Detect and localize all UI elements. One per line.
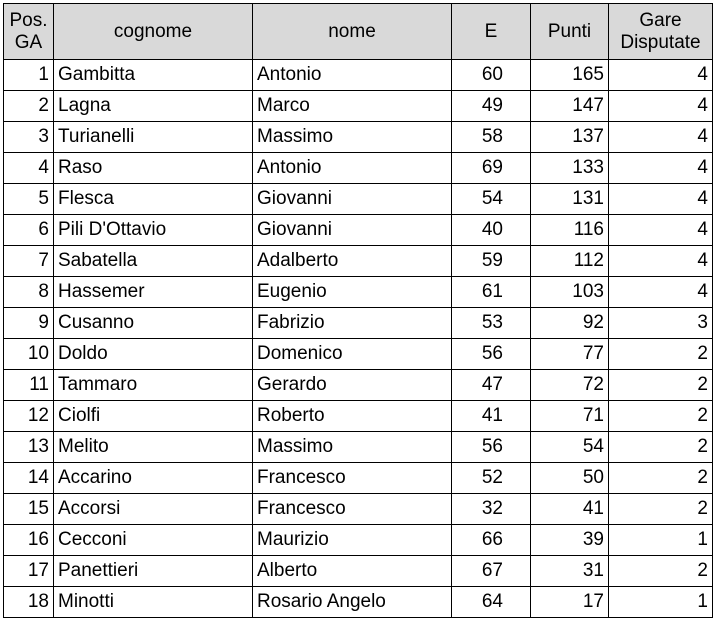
cell-gare[interactable]: 1 xyxy=(609,587,713,618)
cell-nome[interactable]: Adalberto xyxy=(253,246,452,277)
cell-gare[interactable]: 2 xyxy=(609,432,713,463)
cell-gare[interactable]: 3 xyxy=(609,308,713,339)
cell-punti[interactable]: 50 xyxy=(531,463,609,494)
cell-pos[interactable]: 17 xyxy=(4,556,54,587)
cell-nome[interactable]: Giovanni xyxy=(253,215,452,246)
table-row xyxy=(4,122,713,153)
table-row xyxy=(4,153,713,184)
cell-gare[interactable]: 4 xyxy=(609,277,713,308)
cell-e[interactable]: 53 xyxy=(452,308,531,339)
cell-e[interactable]: 60 xyxy=(452,60,531,91)
header-row xyxy=(4,4,713,60)
table-row xyxy=(4,91,713,122)
cell-gare[interactable]: 4 xyxy=(609,246,713,277)
table-row xyxy=(4,463,713,494)
cell-pos[interactable]: 18 xyxy=(4,587,54,618)
cell-pos[interactable]: 14 xyxy=(4,463,54,494)
cell-pos[interactable]: 2 xyxy=(4,91,54,122)
header-pos[interactable] xyxy=(4,4,54,60)
cell-gare[interactable]: 2 xyxy=(609,339,713,370)
cell-punti[interactable]: 17 xyxy=(531,587,609,618)
cell-cognome[interactable]: Tammaro xyxy=(54,370,253,401)
cell-gare[interactable]: 1 xyxy=(609,525,713,556)
cell-gare[interactable]: 2 xyxy=(609,370,713,401)
cell-pos[interactable]: 11 xyxy=(4,370,54,401)
header-e[interactable]: E xyxy=(452,4,531,60)
table-row xyxy=(4,494,713,525)
cell-e[interactable]: 64 xyxy=(452,587,531,618)
table-header xyxy=(4,4,713,60)
cell-punti[interactable]: 41 xyxy=(531,494,609,525)
cell-cognome[interactable]: Doldo xyxy=(54,339,253,370)
cell-pos[interactable]: 1 xyxy=(4,60,54,91)
cell-cognome[interactable]: Panettieri xyxy=(54,556,253,587)
header-pos-line2: GA xyxy=(14,31,43,53)
cell-cognome[interactable]: Lagna xyxy=(54,91,253,122)
cell-pos[interactable]: 4 xyxy=(4,153,54,184)
cell-pos[interactable]: 16 xyxy=(4,525,54,556)
cell-cognome[interactable]: Ciolfi xyxy=(54,401,253,432)
cell-e[interactable]: 32 xyxy=(452,494,531,525)
cell-cognome[interactable]: Melito xyxy=(54,432,253,463)
cell-e[interactable]: 69 xyxy=(452,153,531,184)
cell-nome[interactable]: Francesco xyxy=(253,463,452,494)
cell-punti[interactable]: 71 xyxy=(531,401,609,432)
header-gare-line1: Gare xyxy=(639,9,682,31)
cell-e[interactable]: 52 xyxy=(452,463,531,494)
cell-nome[interactable]: Antonio xyxy=(253,60,452,91)
cell-cognome[interactable]: Minotti xyxy=(54,587,253,618)
table-row xyxy=(4,401,713,432)
cell-punti[interactable]: 54 xyxy=(531,432,609,463)
cell-gare[interactable]: 4 xyxy=(609,122,713,153)
table-row xyxy=(4,308,713,339)
cell-pos[interactable]: 12 xyxy=(4,401,54,432)
cell-e[interactable]: 40 xyxy=(452,215,531,246)
cell-cognome[interactable]: Turianelli xyxy=(54,122,253,153)
cell-gare[interactable]: 4 xyxy=(609,215,713,246)
cell-gare[interactable]: 4 xyxy=(609,184,713,215)
header-cognome[interactable]: cognome xyxy=(54,4,253,60)
table-row xyxy=(4,370,713,401)
cell-nome[interactable]: Gerardo xyxy=(253,370,452,401)
cell-pos[interactable]: 10 xyxy=(4,339,54,370)
cell-nome[interactable]: Giovanni xyxy=(253,184,452,215)
cell-nome[interactable]: Massimo xyxy=(253,432,452,463)
cell-nome[interactable]: Antonio xyxy=(253,153,452,184)
table-row xyxy=(4,277,713,308)
cell-punti[interactable]: 137 xyxy=(531,122,609,153)
table-row xyxy=(4,556,713,587)
cell-punti[interactable]: 116 xyxy=(531,215,609,246)
cell-nome[interactable]: Roberto xyxy=(253,401,452,432)
cell-cognome[interactable]: Cusanno xyxy=(54,308,253,339)
table-body xyxy=(4,60,713,618)
header-gare-line2: Disputate xyxy=(620,31,701,53)
table-row xyxy=(4,432,713,463)
cell-pos[interactable]: 9 xyxy=(4,308,54,339)
table-row xyxy=(4,60,713,91)
cell-e[interactable]: 56 xyxy=(452,339,531,370)
cell-cognome[interactable]: Flesca xyxy=(54,184,253,215)
cell-e[interactable]: 61 xyxy=(452,277,531,308)
standings-table xyxy=(3,3,713,618)
cell-nome[interactable]: Maurizio xyxy=(253,525,452,556)
cell-e[interactable]: 47 xyxy=(452,370,531,401)
cell-punti[interactable]: 72 xyxy=(531,370,609,401)
cell-e[interactable]: 54 xyxy=(452,184,531,215)
cell-pos[interactable]: 13 xyxy=(4,432,54,463)
cell-gare[interactable]: 2 xyxy=(609,463,713,494)
cell-pos[interactable]: 5 xyxy=(4,184,54,215)
cell-nome[interactable]: Fabrizio xyxy=(253,308,452,339)
table-row xyxy=(4,339,713,370)
cell-cognome[interactable]: Hassemer xyxy=(54,277,253,308)
cell-punti[interactable]: 133 xyxy=(531,153,609,184)
cell-e[interactable]: 49 xyxy=(452,91,531,122)
cell-punti[interactable]: 112 xyxy=(531,246,609,277)
cell-gare[interactable]: 4 xyxy=(609,60,713,91)
cell-punti[interactable]: 92 xyxy=(531,308,609,339)
table-row xyxy=(4,246,713,277)
cell-e[interactable]: 59 xyxy=(452,246,531,277)
cell-punti[interactable]: 31 xyxy=(531,556,609,587)
table-row xyxy=(4,525,713,556)
cell-pos[interactable]: 8 xyxy=(4,277,54,308)
cell-e[interactable]: 66 xyxy=(452,525,531,556)
cell-cognome[interactable]: Accarino xyxy=(54,463,253,494)
table-row xyxy=(4,587,713,618)
cell-gare[interactable]: 4 xyxy=(609,91,713,122)
cell-e[interactable]: 41 xyxy=(452,401,531,432)
header-gare[interactable] xyxy=(609,4,713,60)
cell-e[interactable]: 56 xyxy=(452,432,531,463)
cell-nome[interactable]: Eugenio xyxy=(253,277,452,308)
cell-gare[interactable]: 2 xyxy=(609,494,713,525)
cell-nome[interactable]: Francesco xyxy=(253,494,452,525)
header-pos-line1: Pos. xyxy=(9,9,48,31)
cell-cognome[interactable]: Pili D'Ottavio xyxy=(54,215,253,246)
cell-e[interactable]: 58 xyxy=(452,122,531,153)
cell-e[interactable]: 67 xyxy=(452,556,531,587)
cell-punti[interactable]: 147 xyxy=(531,91,609,122)
cell-cognome[interactable]: Gambitta xyxy=(54,60,253,91)
table-row xyxy=(4,184,713,215)
table-row xyxy=(4,215,713,246)
cell-nome[interactable]: Massimo xyxy=(253,122,452,153)
cell-gare[interactable]: 2 xyxy=(609,401,713,432)
header-nome[interactable]: nome xyxy=(253,4,452,60)
cell-pos[interactable]: 7 xyxy=(4,246,54,277)
cell-pos[interactable]: 6 xyxy=(4,215,54,246)
header-punti[interactable]: Punti xyxy=(531,4,609,60)
cell-cognome[interactable]: Accorsi xyxy=(54,494,253,525)
cell-nome[interactable]: Rosario Angelo xyxy=(253,587,452,618)
cell-pos[interactable]: 3 xyxy=(4,122,54,153)
cell-punti[interactable]: 131 xyxy=(531,184,609,215)
cell-punti[interactable]: 77 xyxy=(531,339,609,370)
cell-cognome[interactable]: Cecconi xyxy=(54,525,253,556)
cell-punti[interactable]: 103 xyxy=(531,277,609,308)
cell-punti[interactable]: 39 xyxy=(531,525,609,556)
cell-cognome[interactable]: Sabatella xyxy=(54,246,253,277)
cell-cognome[interactable]: Raso xyxy=(54,153,253,184)
cell-gare[interactable]: 2 xyxy=(609,556,713,587)
cell-nome[interactable]: Marco xyxy=(253,91,452,122)
cell-nome[interactable]: Domenico xyxy=(253,339,452,370)
cell-pos[interactable]: 15 xyxy=(4,494,54,525)
cell-gare[interactable]: 4 xyxy=(609,153,713,184)
cell-punti[interactable]: 165 xyxy=(531,60,609,91)
cell-nome[interactable]: Alberto xyxy=(253,556,452,587)
